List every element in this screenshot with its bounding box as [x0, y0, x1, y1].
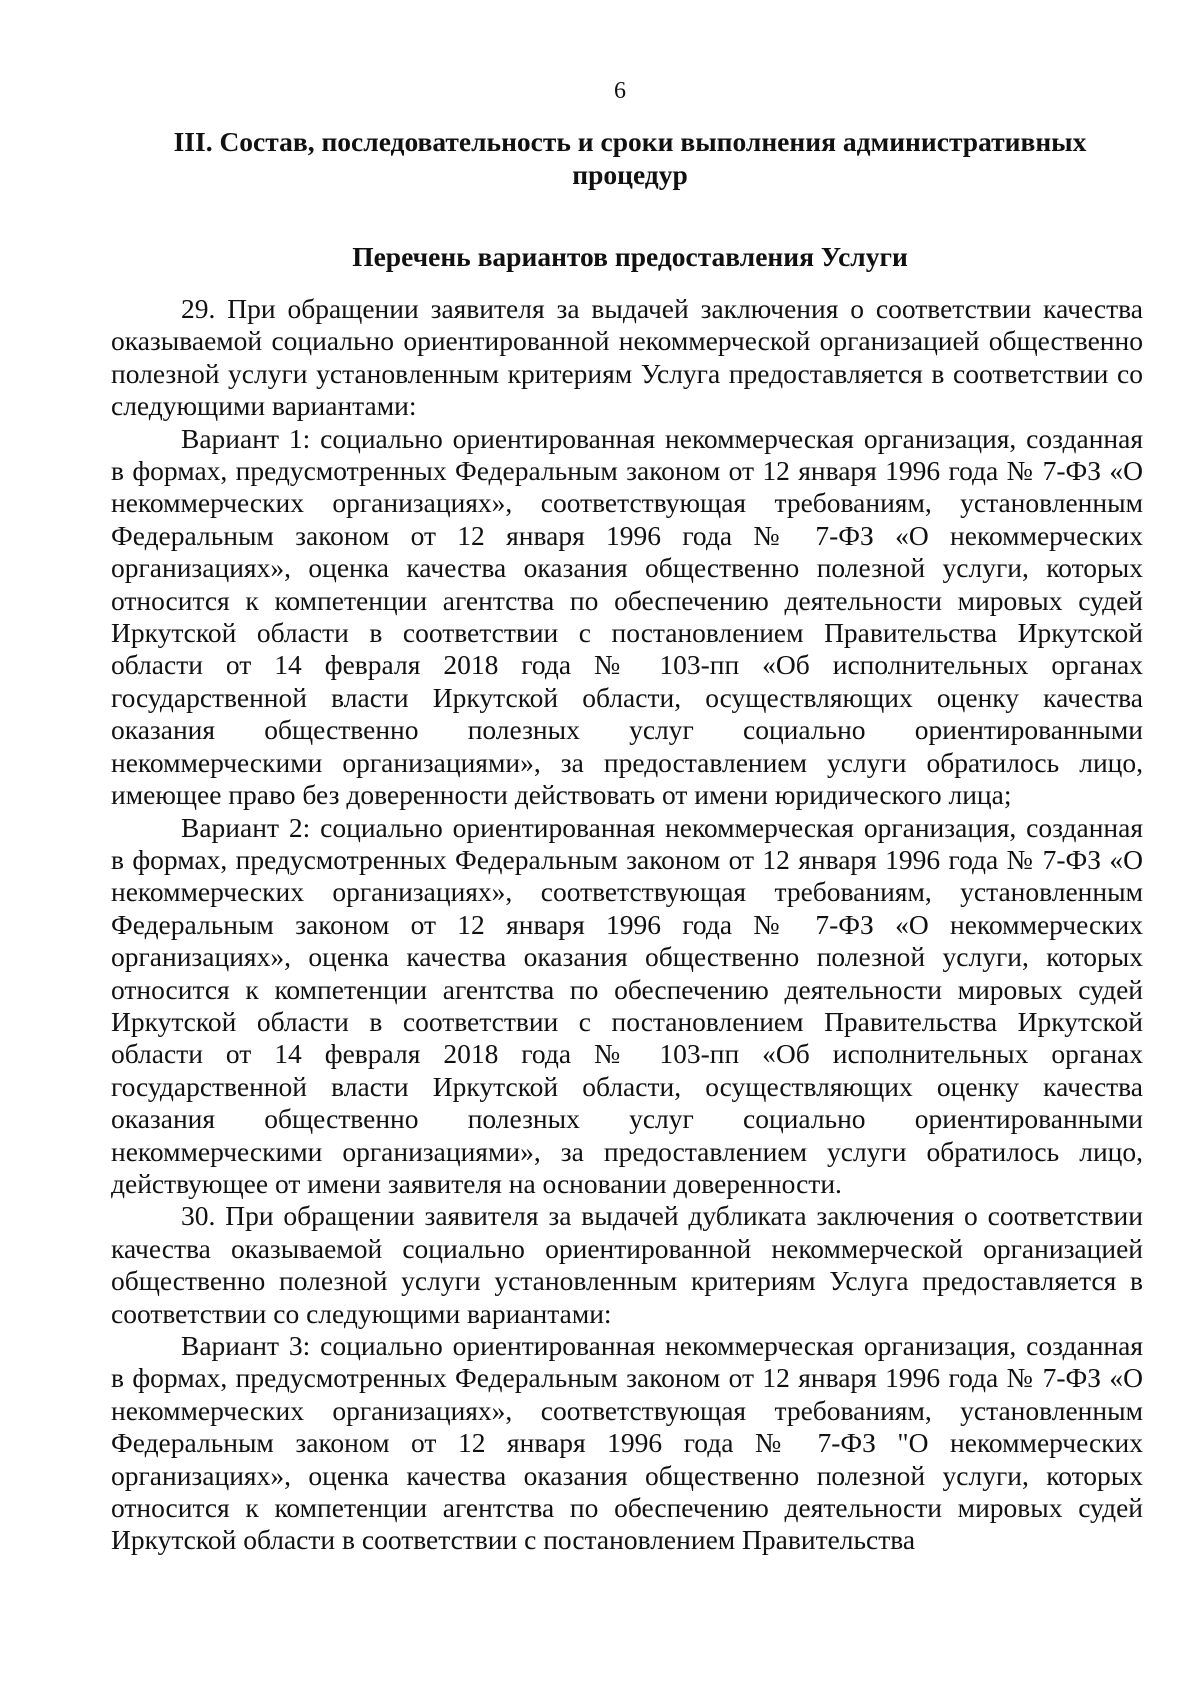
paragraph-variant-2: Вариант 2: социально ориентированная некоммерческая организация, созданная в формах, предусмотренных Федеральным законом от 12 января 1996 года № 7-ФЗ «О некоммерческих организациях», соответствующая требованиям, установленным Федеральным законом от 12 января 1996 года № 7-ФЗ «О некоммерческих организациях», оценка качества оказания общественно полезной услуги, которых относится к компетенции агентства по обеспечению деятельности мировых судей Иркутской области в соответствии с постановлением Правительства Иркутской области от 14 февраля 2018 года № 103-пп «Об исполнительных органах государственной власти Иркутской области, осуществляющих оценку качества оказания общественно полезных услуг социально ориентированными некоммерческими организациями», за предоставлением услуги обратилось лицо, действующее от имени заявителя на основании доверенности.	[111, 811, 1143, 1199]
paragraph-30: 30. При обращении заявителя за выдачей дубликата заключения о соответствии качества оказываемой социально ориентированной некоммерческой организацией общественно полезной услуги установленным критериям Услуга предоставляется в соответствии со следующими вариантами:	[111, 1200, 1143, 1329]
paragraph-29: 29. При обращении заявителя за выдачей заключения о соответствии качества оказываемой социально ориентированной некоммерческой организацией общественно полезной услуги установленным критериям Услуга предоставляется в соответствии со следующими вариантами:	[111, 293, 1143, 422]
section-title: III. Состав, последовательность и сроки выполнения административных процедур	[173, 126, 1087, 190]
document-body	[111, 293, 1143, 1557]
page-number: 6	[614, 78, 626, 104]
paragraph-variant-1: Вариант 1: социально ориентированная некоммерческая организация, созданная в формах, предусмотренных Федеральным законом от 12 января 1996 года № 7-ФЗ «О некоммерческих организациях», соответствующая требованиям, установленным Федеральным законом от 12 января 1996 года № 7-ФЗ «О некоммерческих организациях», оценка качества оказания общественно полезной услуги, которых относится к компетенции агентства по обеспечению деятельности мировых судей Иркутской области в соответствии с постановлением Правительства Иркутской области от 14 февраля 2018 года № 103-пп «Об исполнительных органах государственной власти Иркутской области, осуществляющих оценку качества оказания общественно полезных услуг социально ориентированными некоммерческими организациями», за предоставлением услуги обратилось лицо, имеющее право без доверенности действовать от имени юридического лица;	[111, 422, 1143, 811]
subsection-title: Перечень вариантов предоставления Услуги	[352, 241, 908, 272]
paragraph-variant-3: Вариант 3: социально ориентированная некоммерческая организация, созданная в формах, предусмотренных Федеральным законом от 12 января 1996 года № 7-ФЗ «О некоммерческих организациях», соответствующая требованиям, установленным Федеральным законом от 12 января 1996 года № 7-ФЗ "О некоммерческих организациях», оценка качества оказания общественно полезной услуги, которых относится к компетенции агентства по обеспечению деятельности мировых судей Иркутской области в соответствии с постановлением Правительства	[111, 1330, 1143, 1556]
